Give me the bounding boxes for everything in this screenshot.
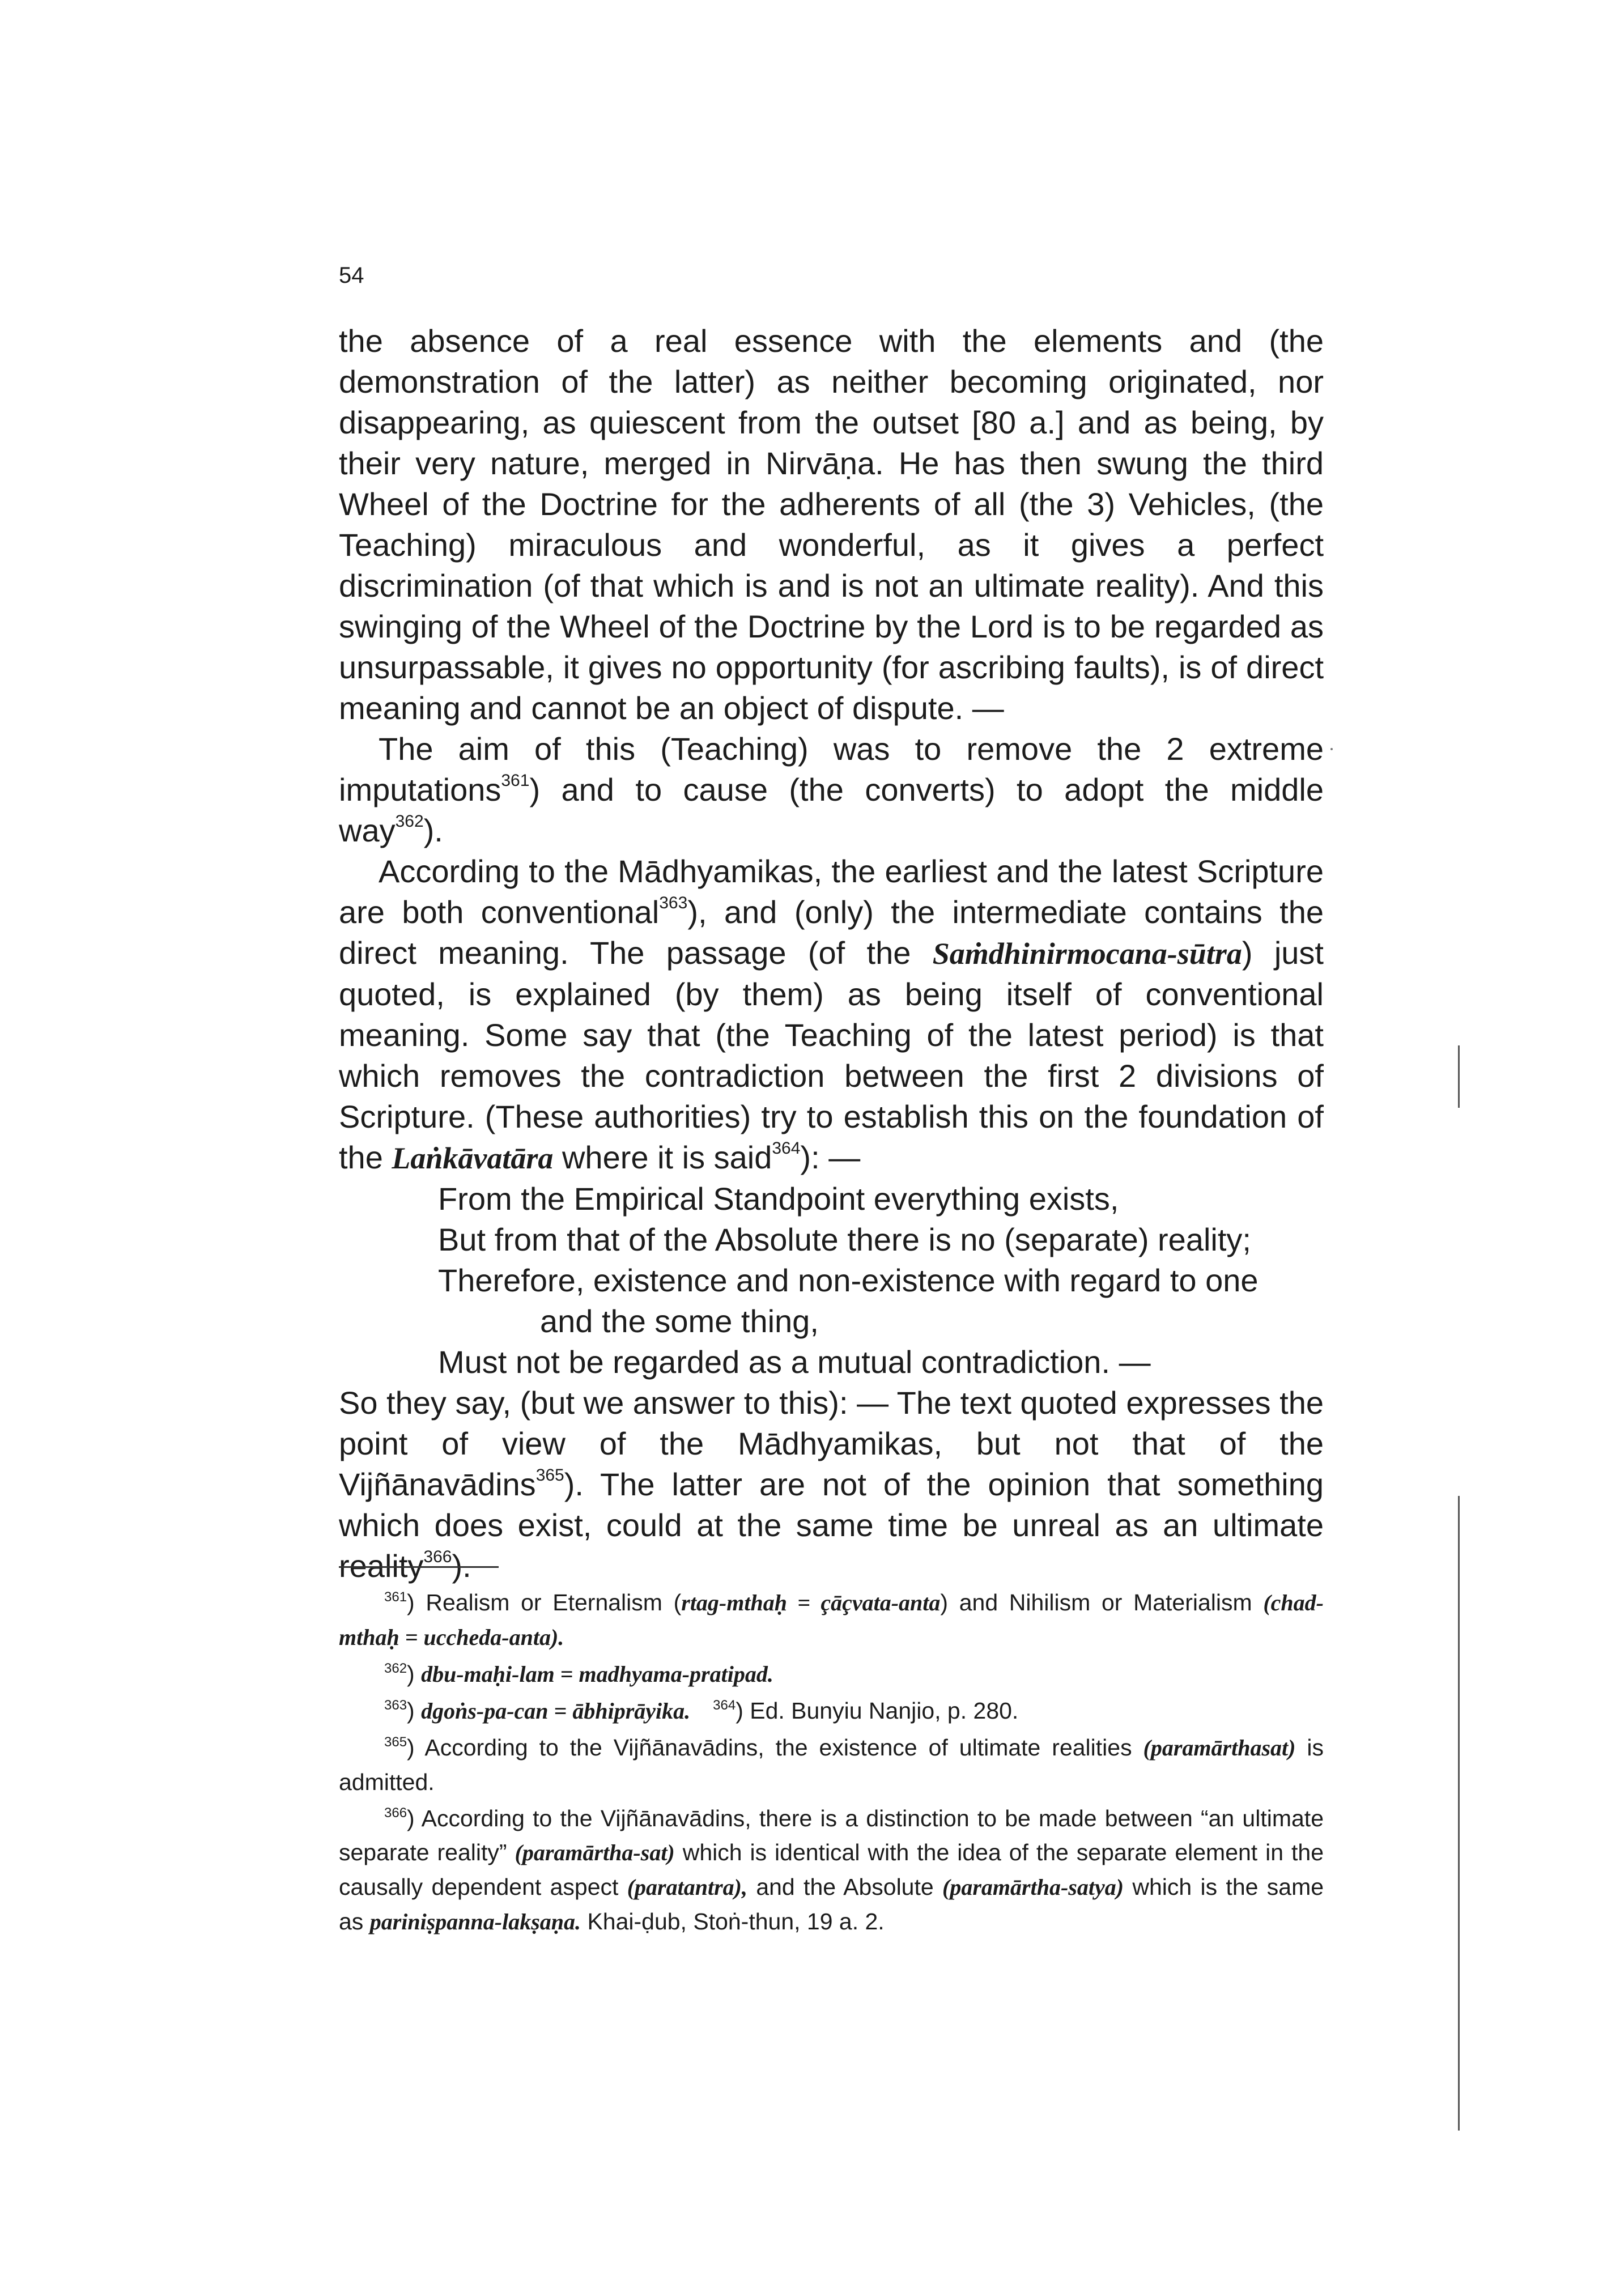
paragraph-2-text: ). [423, 813, 443, 848]
paragraph-3-text: ) just quoted, is explained (by them) as being itself of conventional meaning. Some say that (the Teaching of the latest period) is that which removes the contradiction between the first 2 divisions of Scripture. (These authorities) try to establish this on the foundation of the [339, 935, 1324, 1175]
verse-line: From the Empirical Standpoint everything exists, [438, 1181, 1119, 1217]
footnote-divider [339, 1566, 499, 1568]
footnote-ref-366[interactable]: 366 [423, 1547, 452, 1566]
footnote-text: ) According to the Vijñānavādins, the existence of ultimate realities [407, 1734, 1143, 1761]
paragraph-3-text: ): — [800, 1140, 861, 1175]
scan-margin-line [1458, 1045, 1460, 1108]
verse-line: and the some thing, [540, 1303, 819, 1339]
verse-line: Therefore, existence and non-existence with regard to one [438, 1262, 1259, 1298]
footnote-number: 362 [384, 1661, 407, 1676]
footnote-term: dgoṅs-pa-can = ābhiprāyika. [421, 1698, 691, 1724]
paragraph-3-text: where it is said [553, 1140, 772, 1175]
paragraph-2 [339, 729, 1324, 851]
footnote-366 [339, 1801, 1324, 1939]
footnote-term: (paramārtha-satya) [942, 1874, 1124, 1900]
footnote-number: 361 [384, 1589, 407, 1605]
footnote-text: Khai-ḍub, Stoṅ-thun, 19 a. 2. [581, 1908, 885, 1934]
main-text [339, 321, 1324, 1587]
footnote-term: (paramārtha-sat) [515, 1840, 675, 1865]
footnote-number: 365 [384, 1734, 407, 1750]
footnotes [339, 1585, 1324, 1941]
paragraph-3-text: According to the Mādhyamikas, the earliest and the latest Scripture are both conventional [339, 853, 1324, 930]
footnote-text: ) [407, 1698, 422, 1724]
footnote-term: rtag-mthaḥ = çāçvata-anta [681, 1590, 941, 1615]
verse-line: Must not be regarded as a mutual contradiction. — [438, 1344, 1151, 1380]
footnote-number: 363 [384, 1698, 407, 1713]
verse-line: But from that of the Absolute there is no (separate) reality; [438, 1222, 1251, 1257]
footnote-362 [339, 1657, 1324, 1691]
footnote-361 [339, 1585, 1324, 1655]
footnote-number: 364 [713, 1698, 736, 1713]
footnote-text: which is the same as [339, 1874, 1324, 1934]
scan-artifact [1330, 748, 1333, 750]
title-lankavatara: Laṅkāvatāra [392, 1141, 554, 1175]
scan-margin-line [1458, 1496, 1460, 2131]
footnote-text: ) Ed. Bunyiu Nanjio, p. 280. [736, 1698, 1019, 1724]
footnote-363-364 [339, 1694, 1324, 1728]
footnote-term: dbu-maḥi-lam = madhyama-pratipad. [421, 1661, 773, 1687]
footnote-number: 366 [384, 1805, 407, 1821]
footnote-text: ) [407, 1661, 422, 1687]
title-samdhinirmocana-sutra: Saṁdhinirmocana-sūtra [932, 937, 1242, 971]
footnote-text: ) and Nihilism or Materialism [940, 1589, 1264, 1615]
verse-quotation [339, 1179, 1324, 1383]
footnote-term: (paramārthasat) [1143, 1735, 1296, 1761]
footnote-ref-362[interactable]: 362 [395, 812, 424, 831]
paragraph-1: the absence of a real essence with the elements and (the demonstration of the latter) as neither becoming originated, nor disappearing, as quiescent from the outset [80 a.] and as being, by their very nature, merged in Nirvāṇa. He has then swung the third Wheel of the Doctrine for the adherents of all (the 3) Vehicles, (the Teaching) miraculous and wonderful, as it gives a perfect discrimination (of that which is and is not an ultimate reality). And this swinging of the Wheel of the Doctrine by the Lord is to be regarded as unsurpassable, it gives no opportunity (for ascribing faults), is of direct meaning and cannot be an object of dispute. — [339, 323, 1324, 726]
footnote-text: is admitted. [339, 1734, 1324, 1795]
footnote-term: (chad-mthaḥ = uccheda-anta). [339, 1590, 1324, 1650]
paragraph-3 [339, 851, 1324, 1179]
page-number: 54 [339, 263, 364, 288]
paragraph-3-text: ), and (only) the intermediate contains the direct meaning. The passage (of the [339, 894, 1324, 971]
paragraph-4-text: So they say, (but we answer to this): — The text quoted expresses the point of view of the Mādhyamikas, but not that of the Vijñānavādins [339, 1385, 1324, 1502]
footnote-text: ) Realism or Eternalism ( [407, 1589, 682, 1615]
footnote-ref-364[interactable]: 364 [772, 1139, 801, 1158]
paragraph-4-text: ). The latter are not of the opinion that something which does exist, could at the same time be unreal as an ultimate reality [339, 1466, 1324, 1584]
footnote-ref-365[interactable]: 365 [535, 1466, 564, 1485]
paragraph-4 [339, 1383, 1324, 1587]
paragraph-4-text: ). [452, 1548, 471, 1584]
footnote-ref-363[interactable]: 363 [659, 894, 688, 912]
paragraph-2-text: The aim of this (Teaching) was to remove the 2 extreme imputations [339, 731, 1324, 807]
footnote-ref-361[interactable]: 361 [501, 771, 530, 790]
footnote-text: which is identical with the idea of the separate element in the causally dependent aspect [339, 1839, 1324, 1900]
footnote-term: (paratantra), [627, 1874, 747, 1900]
paragraph-2-text: ) and to cause (the converts) to adopt the middle way [339, 772, 1324, 848]
footnote-365 [339, 1730, 1324, 1799]
footnote-text: ) According to the Vijñānavādins, there is a distinction to be made between “an ultimate separate reality” [339, 1805, 1324, 1865]
footnote-term: pariniṣpanna-lakṣaṇa. [369, 1909, 581, 1934]
footnote-text: and the Absolute [747, 1874, 943, 1900]
